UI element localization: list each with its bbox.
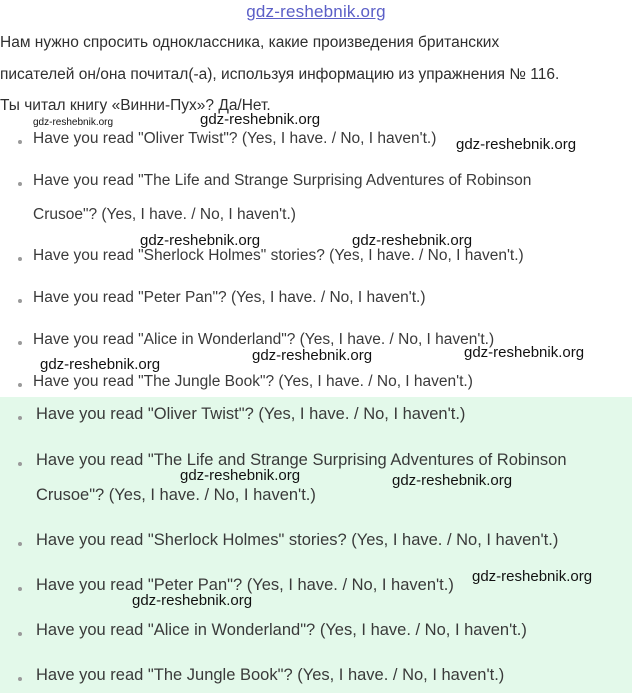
- list-item: Have you read "The Life and Strange Surprising Adventures of Robinson: [33, 172, 532, 189]
- list-item: Have you read "Alice in Wonderland"? (Yes, I have. / No, I haven't.): [36, 621, 527, 639]
- bullet-icon: [18, 542, 22, 546]
- bullet-icon: [18, 462, 22, 466]
- watermark-text: gdz-reshebnik.org: [132, 592, 253, 609]
- bullet-icon: [18, 341, 22, 345]
- list-item: Have you read "The Life and Strange Surprising Adventures of Robinson: [36, 451, 567, 469]
- bullet-icon: [18, 677, 22, 681]
- bullet-icon: [18, 299, 22, 303]
- watermark-text: gdz-reshebnik.org: [33, 117, 114, 128]
- intro-line-3: Ты читал книгу «Винни-Пух»? Да/Нет.: [0, 97, 271, 114]
- watermark-text: gdz-reshebnik.org: [472, 568, 593, 585]
- list-item: Have you read "Sherlock Holmes" stories? (Yes, I have. / No, I haven't.): [33, 247, 524, 264]
- bullet-icon: [18, 587, 22, 591]
- list-item-continuation: Crusoe"? (Yes, I have. / No, I haven't.): [33, 206, 296, 223]
- watermark-text: gdz-reshebnik.org: [392, 472, 513, 489]
- list-item: Have you read "Peter Pan"? (Yes, I have. / No, I haven't.): [33, 289, 426, 306]
- watermark-text: gdz-reshebnik.org: [464, 344, 585, 361]
- watermark-text: gdz-reshebnik.org: [200, 111, 321, 128]
- intro-line-2: писателей он/она почитал(-а), используя информацию из упражнения № 116.: [0, 66, 560, 83]
- site-header-link[interactable]: gdz-reshebnik.org: [246, 2, 386, 21]
- watermark-text: gdz-reshebnik.org: [180, 467, 301, 484]
- list-item: Have you read "The Jungle Book"? (Yes, I have. / No, I haven't.): [33, 373, 473, 390]
- watermark-text: gdz-reshebnik.org: [252, 347, 373, 364]
- bullet-icon: [18, 383, 22, 387]
- watermark-text: gdz-reshebnik.org: [456, 136, 577, 153]
- bullet-icon: [18, 140, 22, 144]
- list-item: Have you read "The Jungle Book"? (Yes, I have. / No, I haven't.): [36, 666, 505, 684]
- list-item-continuation: Crusoe"? (Yes, I have. / No, I haven't.): [36, 486, 316, 504]
- watermark-text: gdz-reshebnik.org: [40, 356, 161, 373]
- list-item: Have you read "Alice in Wonderland"? (Yes, I have. / No, I haven't.): [33, 331, 495, 348]
- bullet-icon: [18, 632, 22, 636]
- watermark-text: gdz-reshebnik.org: [352, 232, 473, 249]
- watermark-text: gdz-reshebnik.org: [140, 232, 261, 249]
- bullet-icon: [18, 182, 22, 186]
- list-item: Have you read "Sherlock Holmes" stories? (Yes, I have. / No, I haven't.): [36, 531, 559, 549]
- bullet-icon: [18, 416, 22, 420]
- intro-line-1: Нам нужно спросить одноклассника, какие произведения британских: [0, 34, 500, 51]
- list-item: Have you read "Oliver Twist"? (Yes, I have. / No, I haven't.): [36, 405, 466, 423]
- list-item: Have you read "Oliver Twist"? (Yes, I have. / No, I haven't.): [33, 130, 437, 147]
- bullet-icon: [18, 257, 22, 261]
- list-item: Have you read "Peter Pan"? (Yes, I have. / No, I haven't.): [36, 576, 454, 594]
